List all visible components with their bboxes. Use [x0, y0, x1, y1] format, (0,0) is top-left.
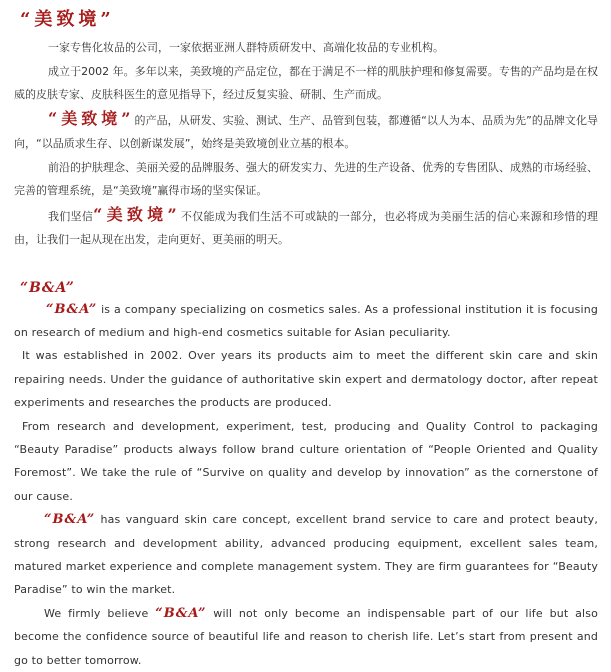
paragraph-cn-3: [14, 107, 598, 156]
brand-title-en: “B&A”: [20, 278, 598, 298]
paragraph-cn-3-text: 的产品，从研发、实验、测试、生产、品管到包装，都遵循“以人为本、品质为先”的品牌文化导向，“以品质求生存、以创新谋发展”，始终是美致境创业立基的根本。: [14, 114, 598, 151]
paragraph-en-3: From research and development, experiment, test, producing and Quality Control to packaging “Beauty Paradise” products always follow brand culture orientation of “People Oriented and Quality Foremost”. We take the rule of “Survive on quality and develop by innovation” as the cornerstone of our cause.: [14, 415, 598, 509]
paragraph-cn-2: 成立于2002 年。多年以来，美致境的产品定位，都在于满足不一样的肌肤护理和修复需要。专售的产品均是在权威的皮肤专家、皮肤科医生的意见指导下，经过反复实验、研制、生产而成。: [14, 60, 598, 107]
paragraph-en-1: [14, 298, 598, 345]
paragraph-en-1-text: is a company specializing on cosmetics sales. As a professional institution it is focusing on research of medium and high-end cosmetics suitable for Asian peculiarity.: [14, 303, 598, 339]
brand-inline-en: “B&A”: [46, 302, 97, 317]
brand-inline-cn: “美致境”: [93, 205, 181, 224]
brand-inline-en: “B&A”: [44, 512, 95, 527]
paragraph-en-2: It was established in 2002. Over years its products aim to meet the different skin care and skin repairing needs. Under the guidance of authoritative skin expert and dermatology doctor, after repeat experiments and researches the products are produced.: [14, 344, 598, 414]
company-intro: [14, 8, 598, 672]
paragraph-en-5: [14, 602, 598, 672]
paragraph-cn-1: 一家专售化妆品的公司，一家依据亚洲人群特质研发中、高端化妆品的专业机构。: [14, 36, 598, 60]
brand-title-cn: “美致境”: [20, 8, 598, 32]
paragraph-cn-4: 前沿的护肤理念、美丽关爱的品牌服务、强大的研发实力、先进的生产设备、优秀的专售团队、成熟的市场经验、完善的管理系统，是“美致境”赢得市场的坚实保证。: [14, 156, 598, 203]
paragraph-en-5-pre: We firmly believe: [44, 607, 155, 620]
paragraph-en-5-text: will not only become an indispensable part of our life but also become the confidence source of beautiful life and reason to cherish life. Let’s start from present and go to better tomorrow.: [14, 607, 598, 667]
paragraph-cn-5: [14, 203, 598, 252]
paragraph-cn-5-pre: 我们坚信: [48, 210, 93, 223]
paragraph-cn-5-text: 不仅能成为我们生活不可或缺的一部分，也必将成为美丽生活的信心来源和珍惜的理由，让我们一起从现在出发，走向更好、更美丽的明天。: [14, 210, 598, 247]
paragraph-en-4: [14, 508, 598, 602]
english-section: [14, 278, 598, 672]
brand-inline-en: “B&A”: [155, 606, 206, 621]
brand-inline-cn: “美致境”: [48, 109, 135, 128]
chinese-section: [14, 8, 598, 252]
paragraph-en-4-text: has vanguard skin care concept, excellent brand service to care and protect beauty, strong research and development ability, advanced producing equipment, excellent sales team, matured market experience and complete management system. They are firm guarantees for “Beauty Paradise” to win the market.: [14, 513, 598, 596]
